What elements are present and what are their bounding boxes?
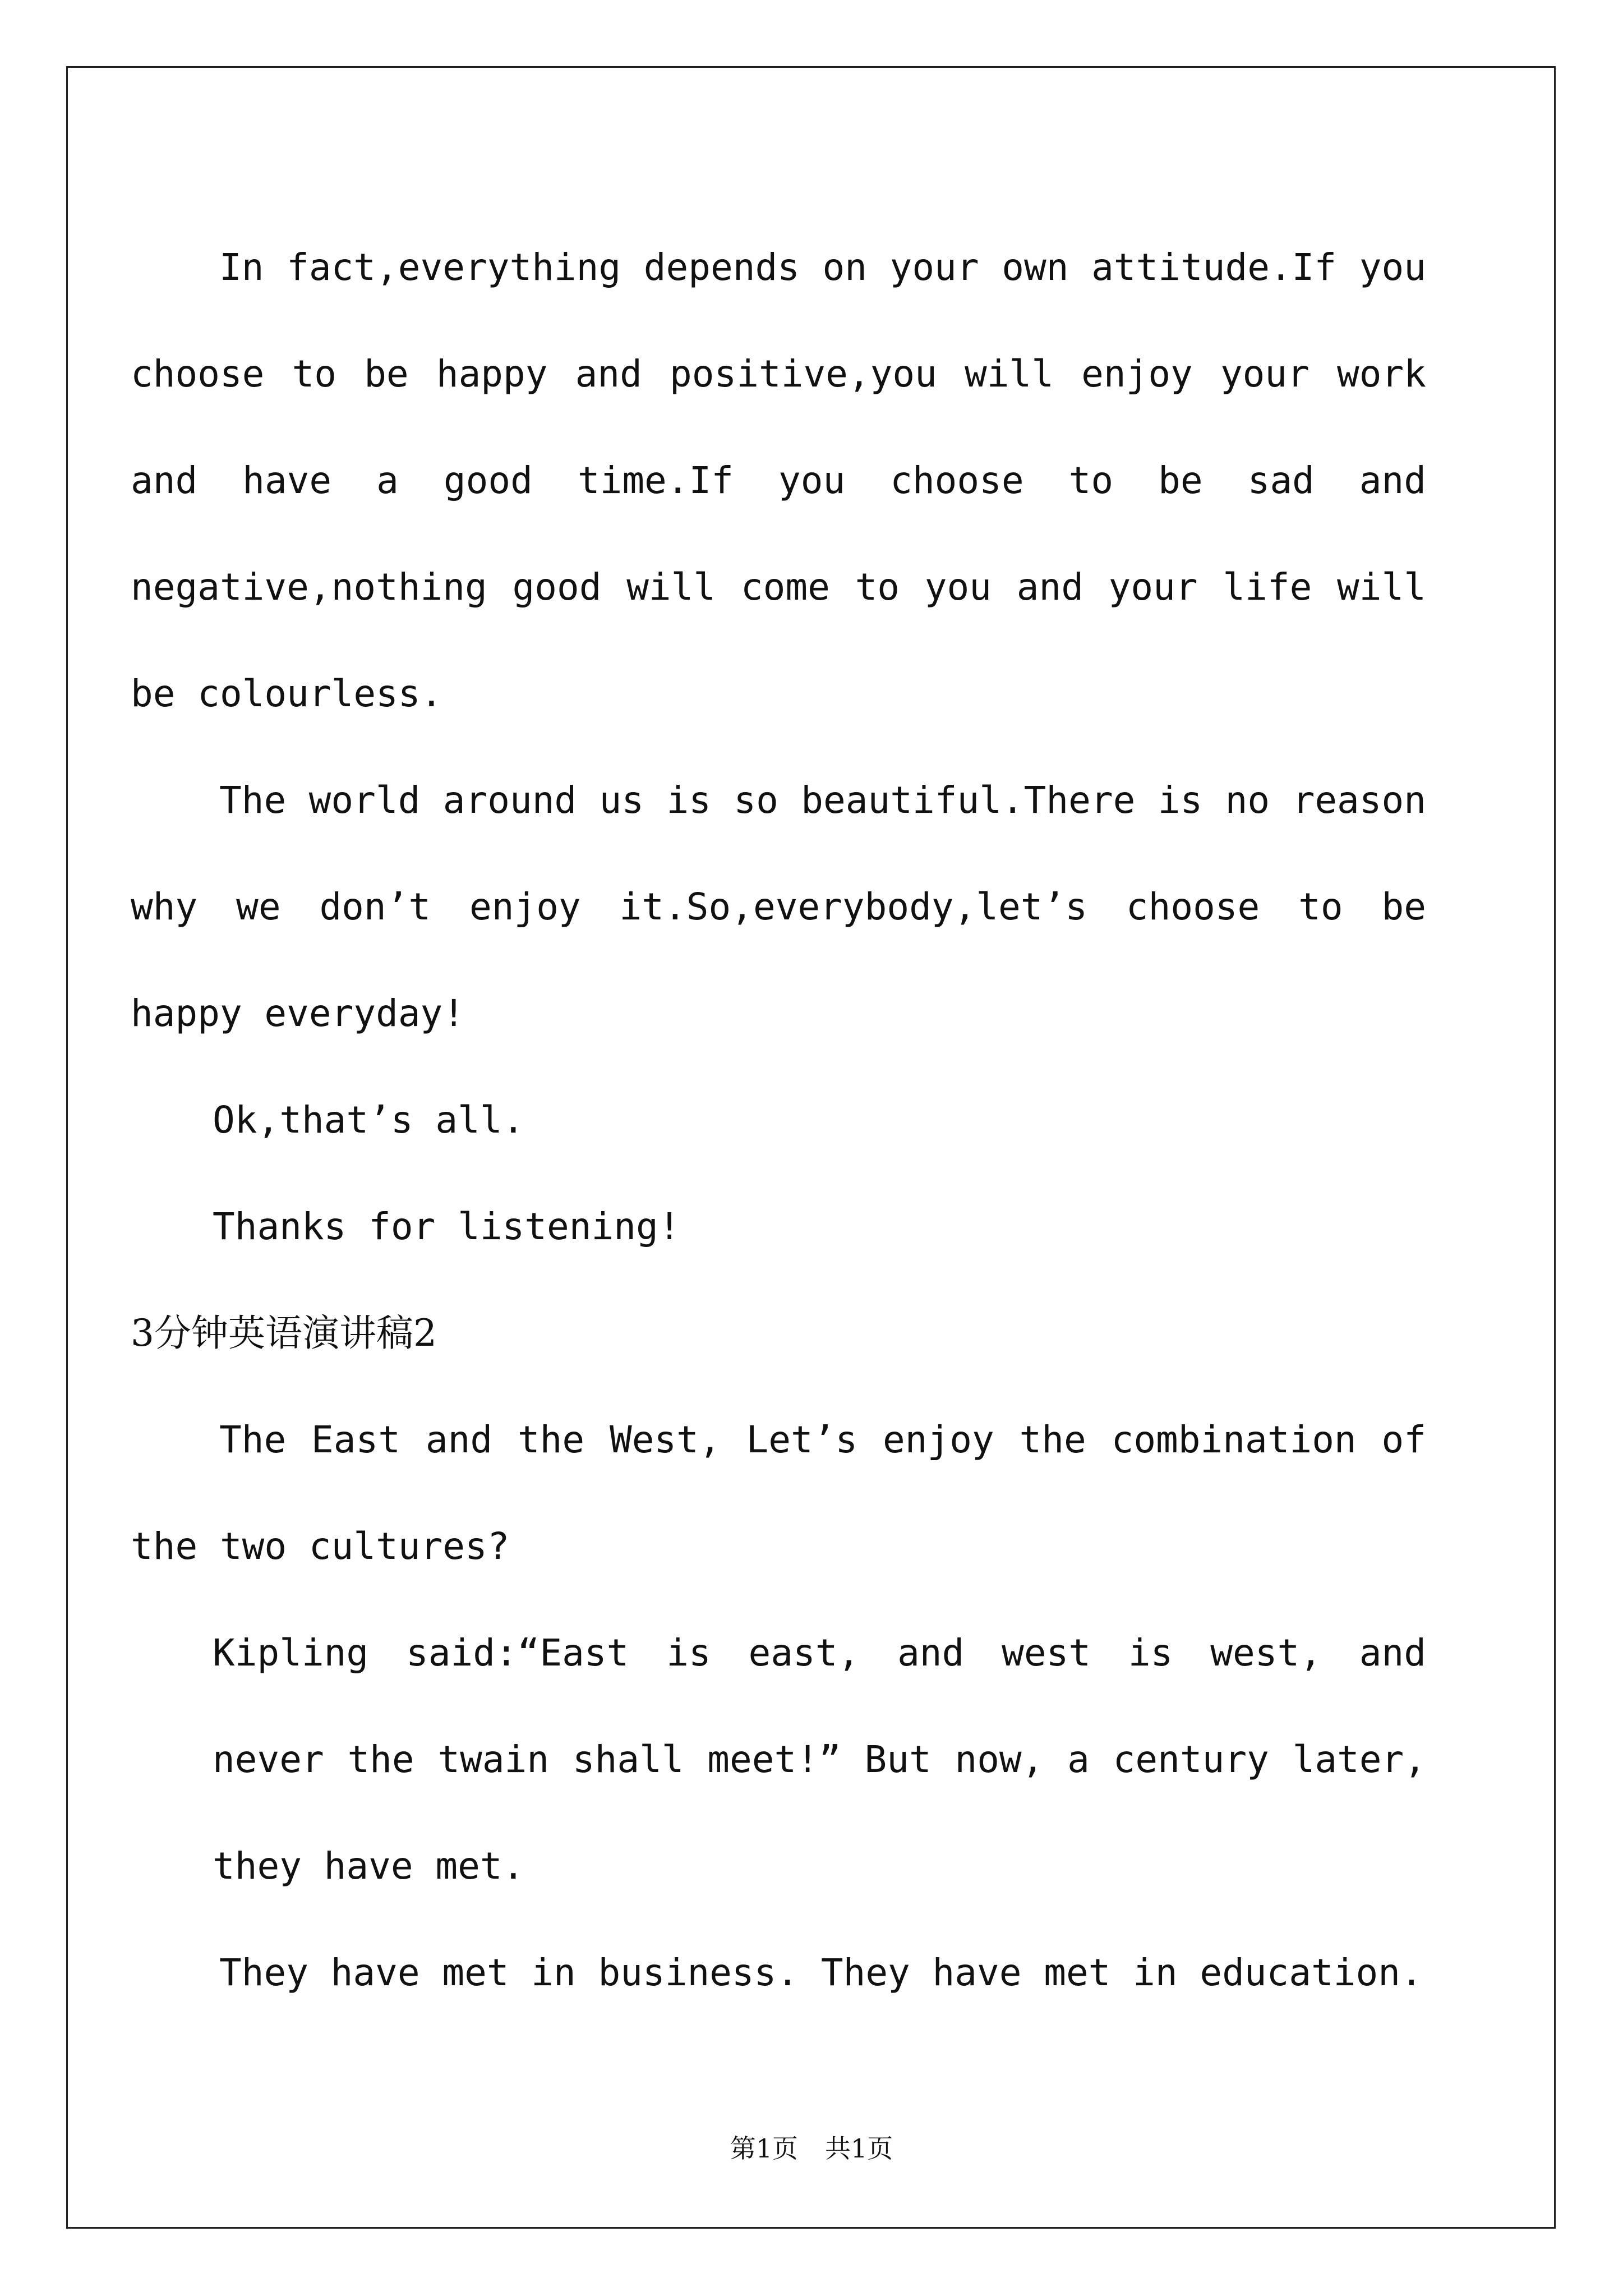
paragraph-met: They have met in business. They have met in education. [219, 1951, 1423, 1994]
paragraph-east-west: The East and the West, Let’s enjoy the combination of the two cultures? [131, 1418, 1426, 1568]
paragraph-world: The world around us is so beautiful.There is no reason why we don’t enjoy it.So,everybody,let’s choose to be happy everyday! [131, 779, 1426, 1035]
paragraph-kipling: Kipling said:“East is east, and west is west, and never the twain shall meet!” But now, a century later, they have met. [213, 1631, 1426, 1888]
document-body [131, 214, 1426, 2026]
paragraph-ok: Ok,that’s all. [213, 1098, 525, 1142]
section-heading: 3分钟英语演讲稿2 [131, 1312, 437, 1355]
paragraph-thanks: Thanks for listening! [213, 1205, 681, 1248]
page-number-current: 第1页 [730, 2133, 798, 2164]
paragraph-attitude: In fact,everything depends on your own attitude.If you choose to be happy and positive,you will enjoy your work and have a good time.If you choose to be sad and negative,nothing good will come to you and your life will be colourless. [131, 246, 1426, 715]
page-footer [0, 2132, 1623, 2165]
page-number-total: 共1页 [825, 2133, 893, 2164]
